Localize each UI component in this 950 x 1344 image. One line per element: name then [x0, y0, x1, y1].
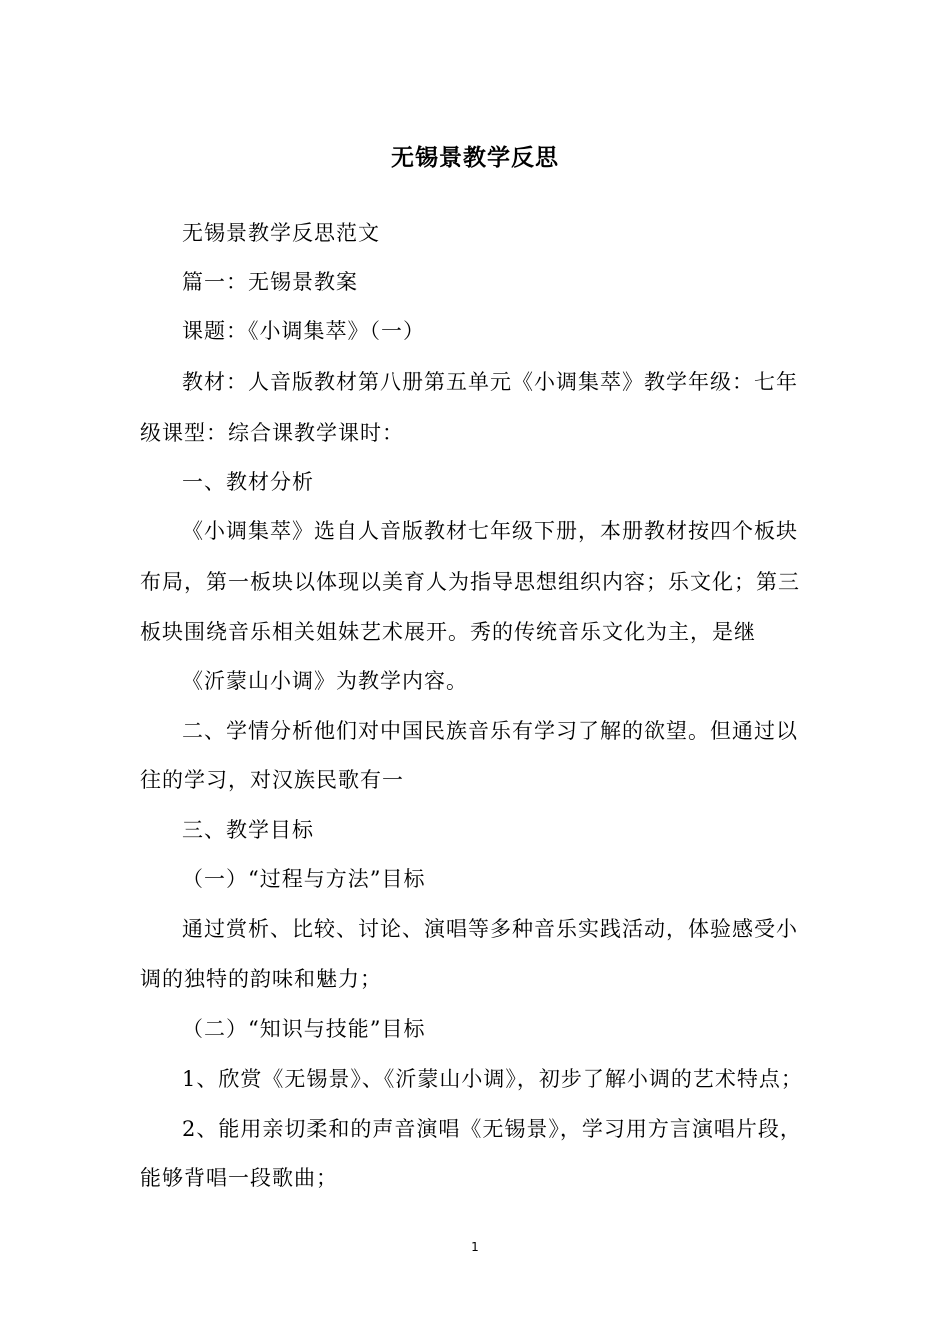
text-line: 1、欣赏《无锡景》、《沂蒙山小调》，初步了解小调的艺术特点；	[182, 1067, 803, 1091]
text-line: 往的学习，对汉族民歌有一	[140, 768, 404, 792]
text-line: 能够背唱一段歌曲；	[140, 1166, 338, 1190]
text-line: 《沂蒙山小调》为教学内容。	[182, 669, 468, 693]
text-line: 板块围绕音乐相关姐妹艺术展开。秀的传统音乐文化为主，是继	[140, 620, 756, 644]
text-line: 级课型：综合课教学课时：	[140, 421, 404, 445]
text-line: （一）“过程与方法”目标	[182, 867, 426, 891]
text-line: 调的独特的韵味和魅力；	[140, 967, 382, 991]
text-line: （二）“知识与技能”目标	[182, 1017, 426, 1041]
text-line: 《小调集萃》选自人音版教材七年级下册，本册教材按四个板块	[182, 519, 798, 543]
text-line: 课题：《小调集萃》（一）	[182, 319, 425, 343]
text-line: 2、能用亲切柔和的声音演唱《无锡景》，学习用方言演唱片段，	[182, 1117, 802, 1141]
text-line: 三、教学目标	[182, 818, 314, 842]
text-line: 篇一：无锡景教案	[182, 270, 358, 294]
text-line: 一、教材分析	[182, 470, 314, 494]
text-line: 无锡景教学反思范文	[182, 221, 380, 245]
page-number: 1	[471, 1240, 479, 1254]
text-line: 教材：人音版教材第八册第五单元《小调集萃》教学年级：七年	[182, 370, 798, 394]
text-line: 二、学情分析他们对中国民族音乐有学习了解的欲望。但通过以	[182, 719, 798, 743]
text-line: 布局，第一板块以体现以美育人为指导思想组织内容；乐文化；第三	[140, 570, 800, 594]
text-line: 通过赏析、比较、讨论、演唱等多种音乐实践活动，体验感受小	[182, 917, 798, 941]
page-title: 无锡景教学反思	[391, 145, 559, 171]
